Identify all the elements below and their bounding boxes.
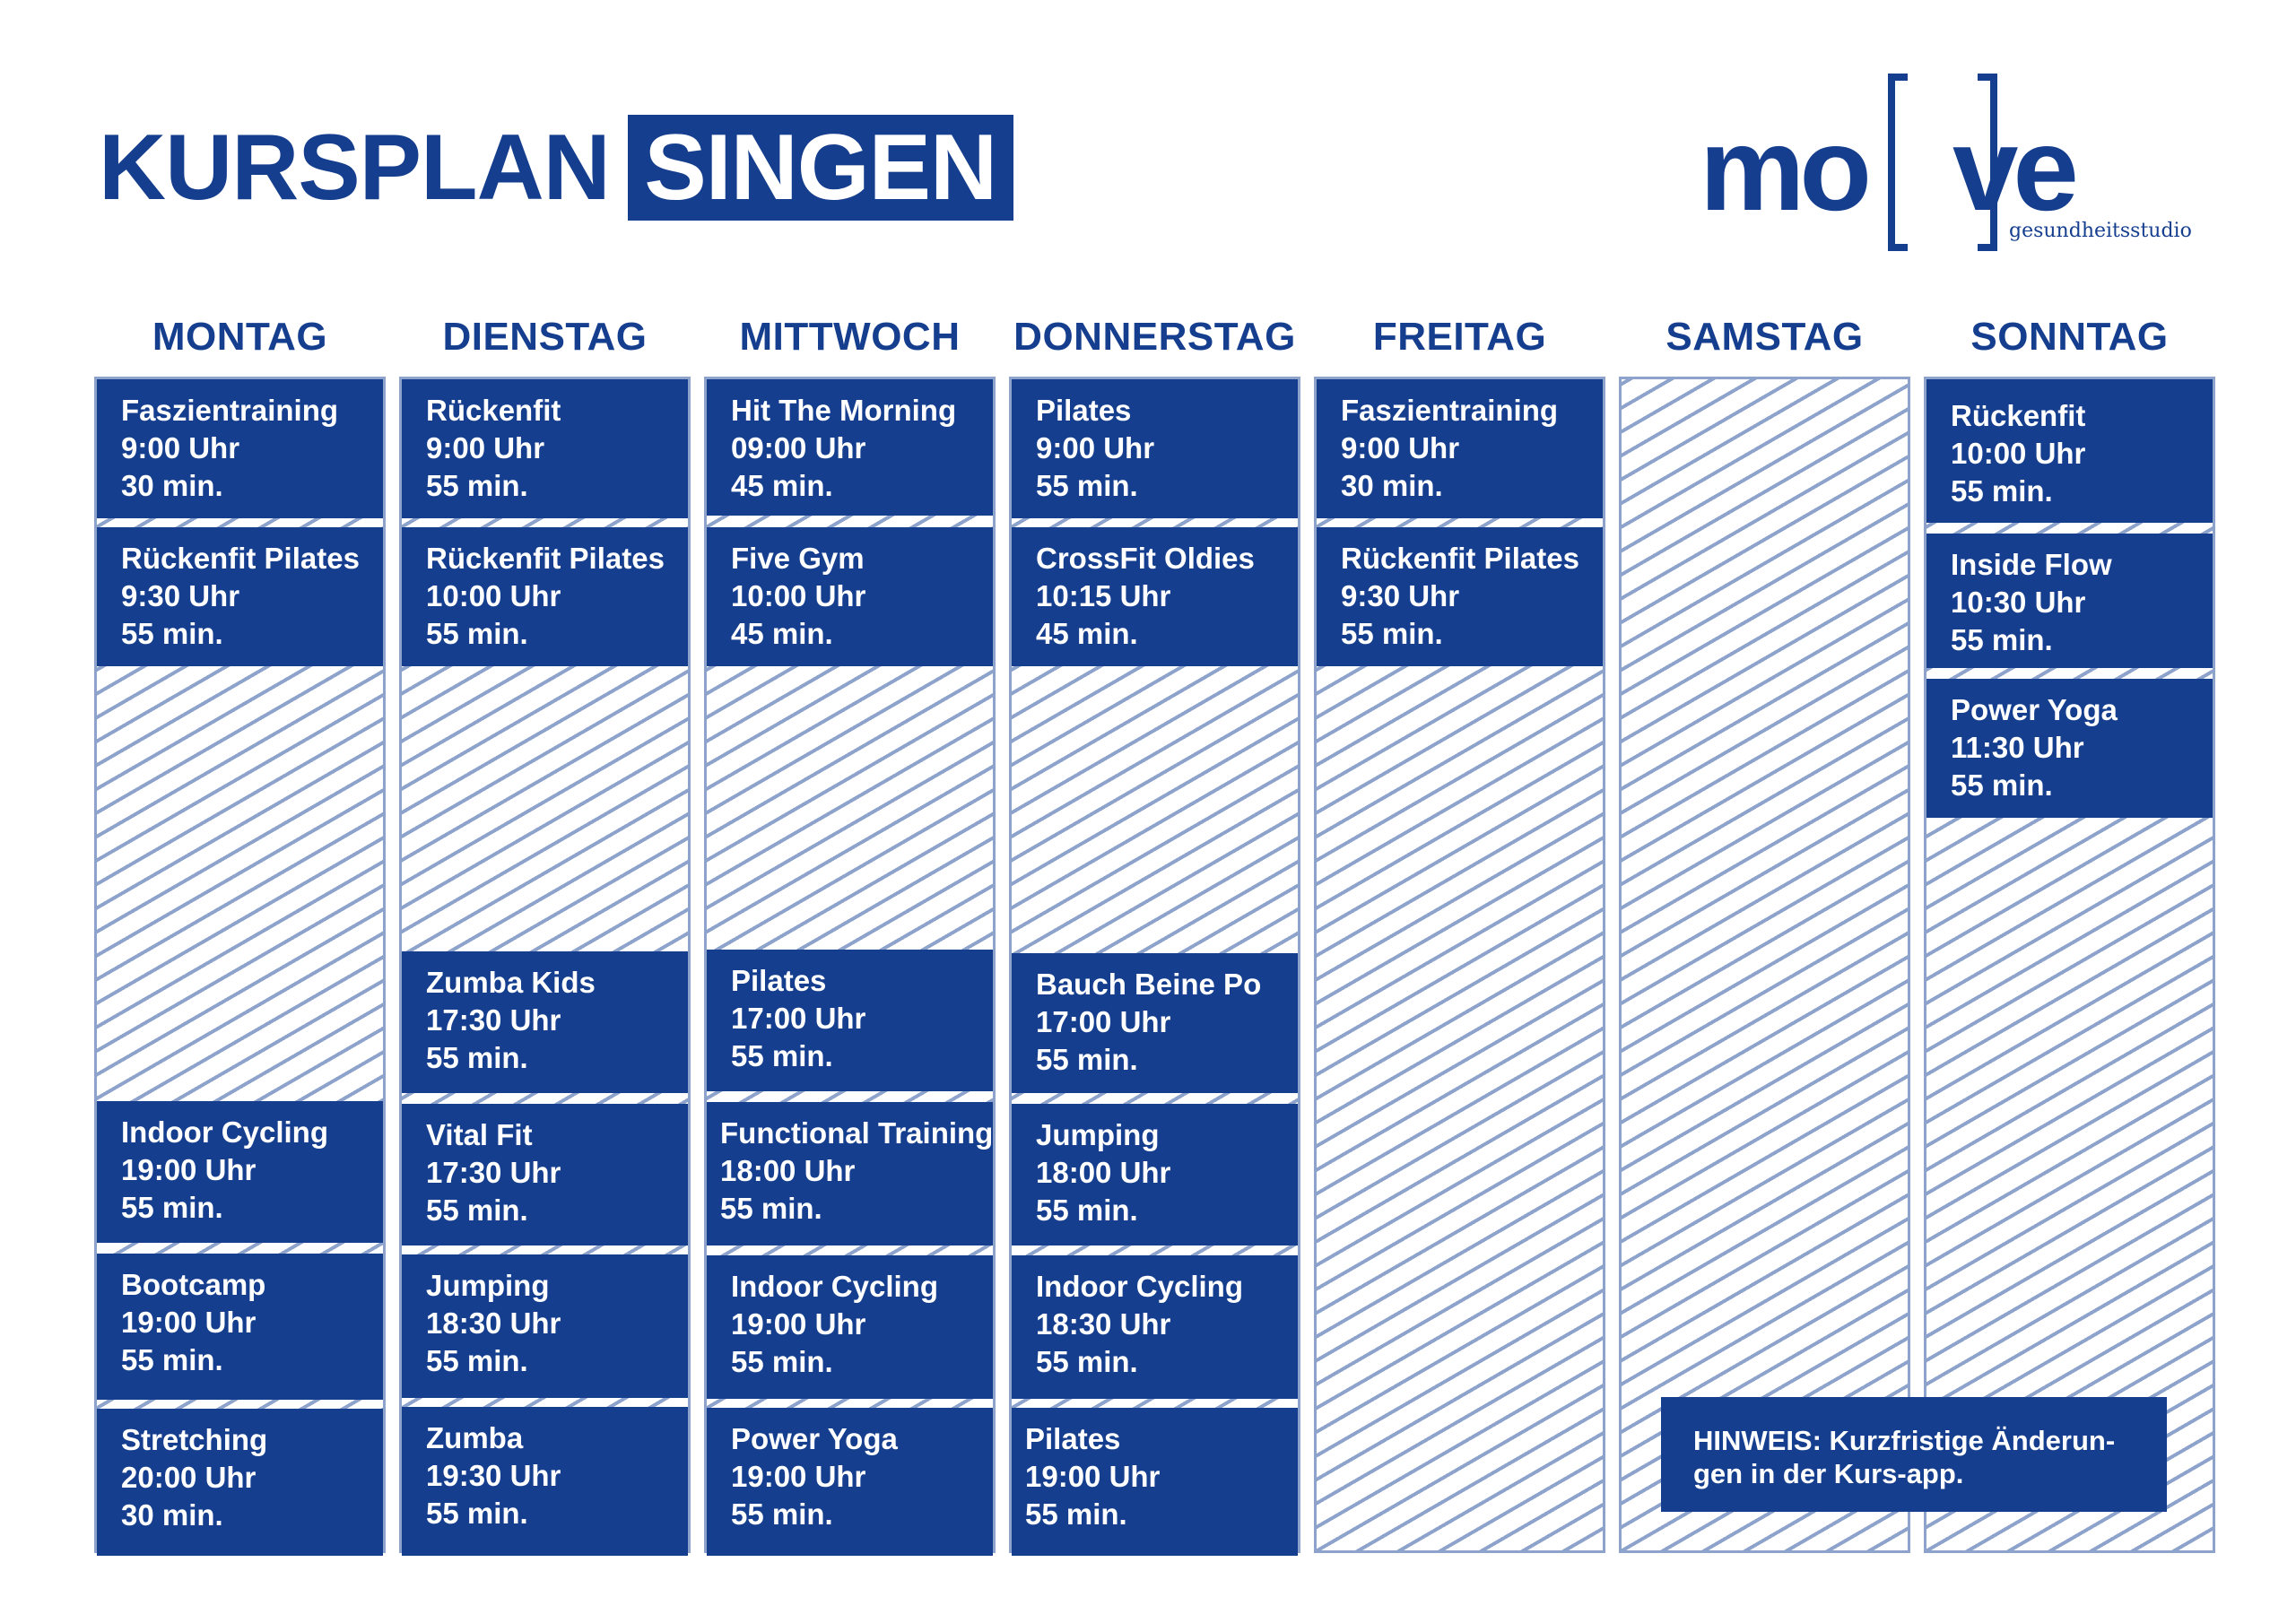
class-duration: 55 min. xyxy=(426,1041,528,1074)
class-duration: 55 min. xyxy=(1025,1497,1127,1531)
class-time: 10:00 Uhr xyxy=(426,579,561,612)
class-duration: 55 min. xyxy=(121,1191,223,1224)
class-name: Rückenfit Pilates xyxy=(426,542,665,575)
class-duration: 55 min. xyxy=(426,1497,528,1530)
class-slot[interactable] xyxy=(1012,527,1298,666)
class-slot[interactable] xyxy=(402,1407,688,1556)
class-name: Zumba xyxy=(426,1421,524,1454)
class-slot[interactable] xyxy=(1012,1408,1298,1556)
class-name: Functional Training xyxy=(720,1116,994,1150)
class-name: Inside Flow xyxy=(1951,548,2112,581)
logo-wordmark: mo ve xyxy=(1700,103,2074,235)
class-duration: 55 min. xyxy=(1951,623,2053,656)
class-name: Jumping xyxy=(426,1269,550,1302)
class-slot[interactable] xyxy=(707,379,993,516)
class-duration: 55 min. xyxy=(1951,768,2053,802)
class-slot[interactable] xyxy=(97,1409,383,1556)
day-header-thursday: DONNERSTAG xyxy=(1013,315,1296,359)
class-time: 18:30 Uhr xyxy=(1036,1307,1171,1341)
class-name: Pilates xyxy=(1025,1422,1121,1455)
class-duration: 30 min. xyxy=(121,469,223,502)
class-slot[interactable] xyxy=(402,1104,688,1245)
class-duration: 55 min. xyxy=(426,1193,528,1227)
day-header-sunday: SONNTAG xyxy=(1970,315,2169,359)
notice-line-2: gen in der Kurs-app. xyxy=(1693,1458,1964,1489)
class-slot[interactable] xyxy=(97,379,383,518)
class-slot[interactable] xyxy=(1317,379,1603,518)
class-name: Indoor Cycling xyxy=(1036,1270,1243,1303)
class-time: 18:30 Uhr xyxy=(426,1306,561,1340)
class-time: 9:30 Uhr xyxy=(1341,579,1460,612)
day-header-monday: MONTAG xyxy=(152,315,328,359)
class-time: 9:00 Uhr xyxy=(1341,431,1460,464)
day-header-friday: FREITAG xyxy=(1372,315,1547,359)
class-duration: 30 min. xyxy=(121,1498,223,1532)
class-time: 09:00 Uhr xyxy=(731,431,866,464)
class-time: 9:00 Uhr xyxy=(121,431,240,464)
title-kursplan: KURSPLAN xyxy=(99,116,610,220)
class-duration: 45 min. xyxy=(731,617,833,650)
day-column-saturday xyxy=(1619,377,1910,1553)
title-location: SINGEN xyxy=(628,115,1013,221)
class-slot[interactable] xyxy=(707,527,993,666)
day-column-tuesday xyxy=(399,377,691,1553)
day-column-wednesday xyxy=(704,377,996,1553)
class-time: 19:00 Uhr xyxy=(731,1307,866,1341)
class-name: Faszientraining xyxy=(121,394,339,427)
class-name: Stretching xyxy=(121,1423,268,1456)
class-name: Pilates xyxy=(731,964,827,997)
class-name: Vital Fit xyxy=(426,1118,533,1151)
class-duration: 55 min. xyxy=(720,1192,822,1225)
class-name: Power Yoga xyxy=(1951,693,2118,726)
class-name: Pilates xyxy=(1036,394,1132,427)
class-duration: 55 min. xyxy=(731,1345,833,1378)
class-duration: 55 min. xyxy=(1341,617,1443,650)
day-header-tuesday: DIENSTAG xyxy=(442,315,648,359)
day-column-sunday xyxy=(1924,377,2215,1553)
class-duration: 55 min. xyxy=(121,1343,223,1376)
class-slot[interactable] xyxy=(1926,534,2213,668)
class-time: 10:00 Uhr xyxy=(731,579,866,612)
day-column-friday xyxy=(1314,377,1605,1553)
class-slot[interactable] xyxy=(1012,379,1298,518)
class-name: Bauch Beine Po xyxy=(1036,968,1262,1001)
class-slot[interactable] xyxy=(97,527,383,666)
class-time: 10:15 Uhr xyxy=(1036,579,1171,612)
class-duration: 55 min. xyxy=(1951,474,2053,508)
class-name: Rückenfit xyxy=(1951,399,2086,432)
class-name: Jumping xyxy=(1036,1118,1160,1151)
logo-subtitle: gesundheitsstudio xyxy=(2009,220,2192,242)
class-name: Bootcamp xyxy=(121,1268,266,1301)
page-title xyxy=(99,115,1013,221)
class-slot[interactable] xyxy=(1317,527,1603,666)
class-slot[interactable] xyxy=(402,1254,688,1398)
class-duration: 55 min. xyxy=(731,1497,833,1531)
class-name: Rückenfit Pilates xyxy=(1341,542,1579,575)
class-slot[interactable] xyxy=(1012,1255,1298,1399)
class-slot[interactable] xyxy=(1012,1104,1298,1245)
day-column-monday xyxy=(94,377,386,1553)
class-duration: 55 min. xyxy=(426,617,528,650)
day-header-saturday: SAMSTAG xyxy=(1665,315,1864,359)
class-duration: 55 min. xyxy=(426,469,528,502)
class-slot[interactable] xyxy=(707,950,993,1091)
class-time: 18:00 Uhr xyxy=(720,1154,856,1187)
class-time: 9:00 Uhr xyxy=(426,431,545,464)
class-duration: 55 min. xyxy=(426,1344,528,1377)
class-duration: 55 min. xyxy=(1036,469,1138,502)
notice-line-1: HINWEIS: Kurzfristige Änderun- xyxy=(1693,1425,2116,1456)
class-duration: 45 min. xyxy=(731,469,833,502)
class-name: Rückenfit Pilates xyxy=(121,542,360,575)
class-slot[interactable] xyxy=(1926,379,2213,523)
class-name: Power Yoga xyxy=(731,1422,898,1455)
class-slot[interactable] xyxy=(402,527,688,666)
class-slot[interactable] xyxy=(402,379,688,518)
class-duration: 55 min. xyxy=(731,1039,833,1072)
class-time: 17:00 Uhr xyxy=(1036,1005,1171,1038)
class-time: 9:30 Uhr xyxy=(121,579,240,612)
class-name: Faszientraining xyxy=(1341,394,1559,427)
class-name: Indoor Cycling xyxy=(121,1115,328,1149)
class-slot[interactable] xyxy=(402,951,688,1093)
class-time: 11:30 Uhr xyxy=(1951,731,2084,764)
class-time: 10:00 Uhr xyxy=(1951,437,2086,470)
class-time: 17:30 Uhr xyxy=(426,1003,561,1037)
class-time: 19:00 Uhr xyxy=(1025,1460,1161,1493)
class-name: Rückenfit xyxy=(426,394,561,427)
class-duration: 55 min. xyxy=(1036,1193,1138,1227)
class-duration: 45 min. xyxy=(1036,617,1138,650)
class-time: 19:00 Uhr xyxy=(121,1153,257,1186)
class-duration: 55 min. xyxy=(1036,1345,1138,1378)
class-time: 17:00 Uhr xyxy=(731,1002,866,1035)
notice-box xyxy=(1661,1397,2167,1512)
class-duration: 30 min. xyxy=(1341,469,1443,502)
class-name: Indoor Cycling xyxy=(731,1270,938,1303)
class-time: 18:00 Uhr xyxy=(1036,1156,1171,1189)
class-slot[interactable] xyxy=(1926,679,2213,818)
day-column-thursday xyxy=(1009,377,1300,1553)
day-header-wednesday: MITTWOCH xyxy=(739,315,961,359)
class-name: CrossFit Oldies xyxy=(1036,542,1255,575)
class-duration: 55 min. xyxy=(121,617,223,650)
class-time: 19:30 Uhr xyxy=(426,1459,561,1492)
class-name: Zumba Kids xyxy=(426,966,596,999)
class-duration: 55 min. xyxy=(1036,1043,1138,1076)
class-slot[interactable] xyxy=(97,1254,383,1400)
class-slot[interactable] xyxy=(1012,953,1298,1093)
class-time: 20:00 Uhr xyxy=(121,1461,257,1494)
class-name: Five Gym xyxy=(731,542,865,575)
class-time: 10:30 Uhr xyxy=(1951,586,2086,619)
class-slot[interactable] xyxy=(97,1101,383,1243)
class-slot[interactable] xyxy=(707,1408,993,1556)
class-slot[interactable] xyxy=(707,1102,993,1245)
class-time: 19:00 Uhr xyxy=(121,1306,257,1339)
class-slot[interactable] xyxy=(707,1255,993,1399)
class-time: 19:00 Uhr xyxy=(731,1460,866,1493)
class-name: Hit The Morning xyxy=(731,394,957,427)
class-time: 9:00 Uhr xyxy=(1036,431,1155,464)
class-time: 17:30 Uhr xyxy=(426,1156,561,1189)
studio-logo xyxy=(1700,70,2220,249)
